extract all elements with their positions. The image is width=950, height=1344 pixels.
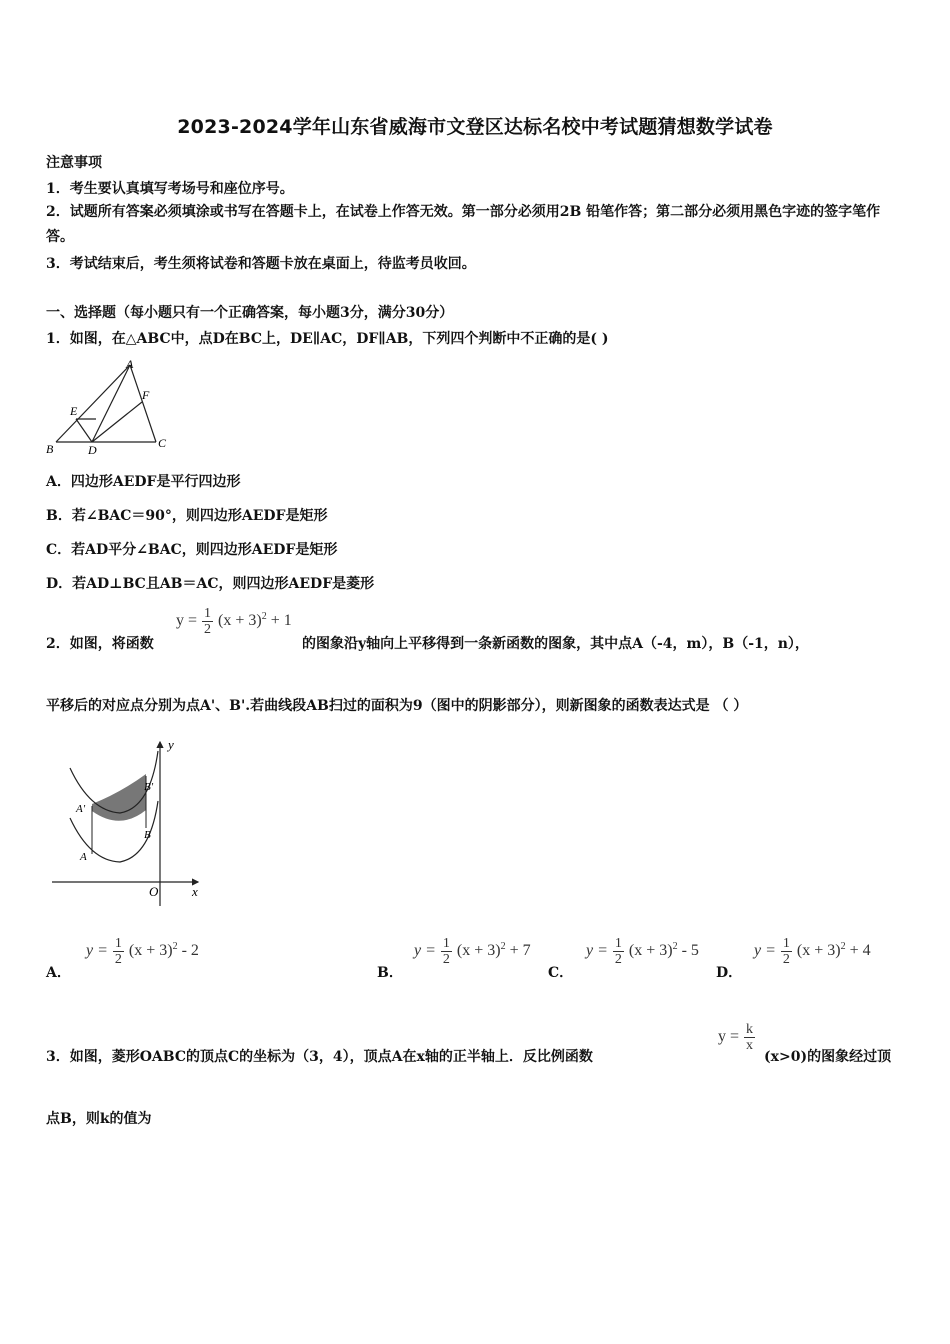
notice-item-3: 3．考试结束后，考生须将试卷和答题卡放在桌面上，待监考员收回。: [46, 256, 476, 272]
q1-option-a: A．四边形AEDF是平行四边形: [46, 474, 241, 490]
q2-label-B: B: [144, 829, 151, 841]
q2-label-O: O: [149, 884, 159, 899]
q1-label-C: C: [158, 436, 167, 450]
q1-label-D: D: [88, 443, 97, 457]
q2-option-a-label: A．: [46, 965, 71, 981]
q2-stem-post: 的图象沿y轴向上平移得到一条新函数的图象，其中点A（-4，m），B（-1，n），: [302, 636, 809, 652]
q1-option-c: C．若AD平分∠BAC，则四边形AEDF是矩形: [46, 542, 338, 558]
q3-stem-post: (x>0)的图象经过顶: [764, 1049, 892, 1065]
q2-label-B-prime: B': [144, 781, 154, 793]
q1-label-B: B: [46, 442, 54, 456]
q2-option-d-formula: y = $\frac{1}{2}$ $(x + 3)^2 + 4$: [754, 936, 871, 967]
q1-option-d: D．若AD⊥BC且AB＝AC，则四边形AEDF是菱形: [46, 576, 375, 592]
q3-function-formula: y = $\frac{k}{x}$: [718, 1022, 754, 1053]
q1-label-E: E: [70, 404, 78, 418]
q2-parabola-figure: [50, 736, 210, 906]
notice-heading: 注意事项: [46, 155, 102, 171]
q2-option-c-formula: y = $\frac{1}{2}$ $(x + 3)^2 - 5$: [586, 936, 699, 967]
q2-label-y: y: [168, 737, 174, 752]
q2-label-A: A: [80, 851, 87, 863]
q2-option-a-formula: y = $\frac{1}{2}$ $(x + 3)^2 - 2$: [86, 936, 199, 967]
q1-label-F: F: [142, 388, 150, 402]
q1-option-b: B．若∠BAC＝90°，则四边形AEDF是矩形: [46, 508, 328, 524]
q2-label-A-prime: A': [76, 803, 86, 815]
q1-stem: 1．如图，在△ABC中，点D在BC上，DE∥AC，DF∥AB，下列四个判断中不正确的是( ): [46, 331, 609, 347]
q1-triangle-figure: [44, 357, 174, 457]
q2-option-d-label: D．: [716, 965, 743, 981]
q2-function-formula: y = $\frac{1}{2}$ $(x + 3)^2 + 1$: [176, 606, 292, 637]
notice-item-2: 2．试题所有答案必须填涂或书写在答题卡上，在试卷上作答无效。第一部分必须用2B 铅笔作答；第二部分必须用黑色字迹的签字笔作答。: [46, 204, 881, 245]
q2-option-b-label: B．: [377, 965, 403, 981]
q2-label-x: x: [192, 884, 198, 899]
notice-item-1: 1．考生要认真填写考场号和座位序号。: [46, 181, 294, 197]
q2-stem-line2: 平移后的对应点分别为点A'、B'.若曲线段AB扫过的面积为9（图中的阴影部分），则新图象的函数表达式是 （ ）: [46, 698, 748, 714]
q2-option-c-label: C．: [548, 965, 574, 981]
q2-option-b-formula: y = $\frac{1}{2}$ $(x + 3)^2 + 7$: [414, 936, 531, 967]
q1-label-A: A: [126, 357, 134, 371]
q3-stem-line2: 点B，则k的值为: [46, 1111, 152, 1127]
q2-stem-pre: 2．如图，将函数: [46, 636, 154, 652]
q3-stem-pre: 3．如图，菱形OABC的顶点C的坐标为（3，4），顶点A在x轴的正半轴上．反比例函数: [46, 1049, 593, 1065]
section-heading: 一、选择题（每小题只有一个正确答案，每小题3分，满分30分）: [46, 305, 454, 321]
page-title: 2023-2024学年山东省威海市文登区达标名校中考试题猜想数学试卷: [177, 116, 773, 138]
